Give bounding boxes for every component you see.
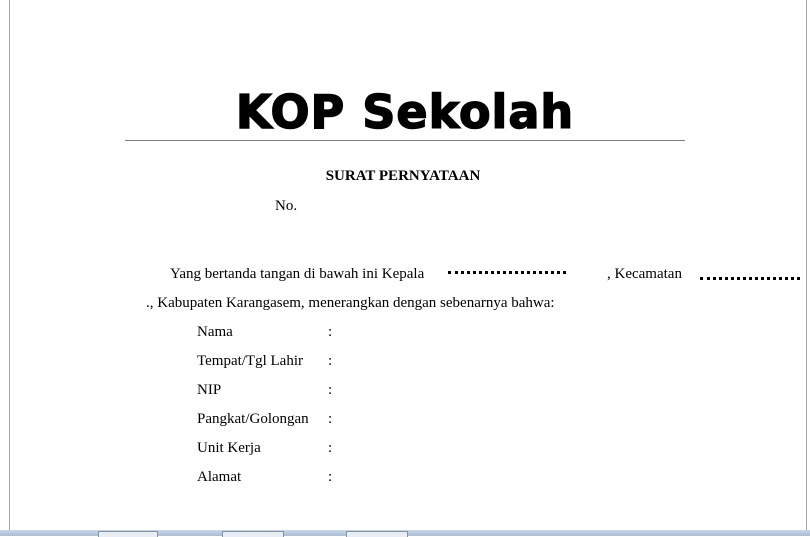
intro-text-part2: , Kecamatan — [607, 266, 682, 282]
field-label-nama: Nama — [197, 324, 233, 340]
field-colon: : — [328, 382, 333, 398]
bottom-tab[interactable] — [222, 531, 284, 537]
field-label-nip: NIP — [197, 382, 222, 398]
field-label-unit-kerja: Unit Kerja — [197, 440, 261, 456]
document-title: SURAT PERNYATAAN — [325, 168, 481, 184]
field-label-tempat-tgl-lahir: Tempat/Tgl Lahir — [197, 353, 303, 369]
page-left-edge — [9, 0, 10, 532]
letterhead-divider — [125, 140, 685, 141]
intro-text-line2: ., Kabupaten Karangasem, menerangkan dengan sebenarnya bahwa: — [146, 295, 555, 311]
bottom-tab[interactable] — [346, 531, 408, 537]
school-name-blank — [448, 271, 566, 278]
page-right-edge — [806, 0, 807, 532]
field-colon: : — [328, 440, 333, 456]
district-name-blank — [700, 277, 800, 284]
field-colon: : — [328, 353, 333, 369]
field-colon: : — [328, 411, 333, 427]
field-colon: : — [328, 469, 333, 485]
letterhead-title: KOP Sekolah — [235, 85, 575, 139]
document-number-label: No. — [275, 198, 298, 214]
field-label-alamat: Alamat — [197, 469, 242, 485]
field-label-pangkat-golongan: Pangkat/Golongan — [197, 411, 309, 427]
field-colon: : — [328, 324, 333, 340]
intro-text-part1: Yang bertanda tangan di bawah ini Kepala — [170, 266, 425, 282]
bottom-tab[interactable] — [98, 531, 158, 537]
